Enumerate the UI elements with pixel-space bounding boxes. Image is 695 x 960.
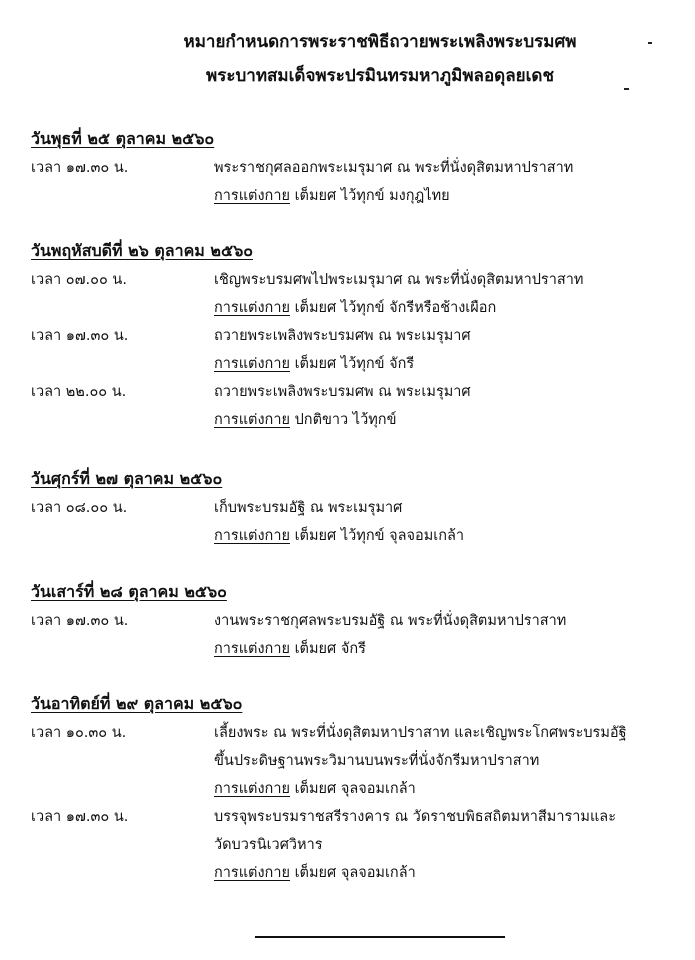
scan-speck — [648, 42, 652, 44]
dress-code-label: การแต่งกาย — [214, 781, 290, 797]
schedule-entry — [31, 719, 681, 803]
entry-description: บรรจุพระบรมราชสรีรางคาร ณ วัดราชบพิธสถิตมหาสีมารามและ — [214, 809, 616, 825]
schedule-entry — [31, 322, 681, 378]
entry-time: เวลา ๑๗.๓๐ น. — [31, 809, 129, 825]
entry-dress-code — [214, 406, 681, 434]
dress-code-label: การแต่งกาย — [214, 356, 290, 372]
dress-code-value: เต็มยศ ไว้ทุกข์ จักรีหรือช้างเผือก — [294, 300, 497, 316]
dress-code-value: เต็มยศ จุลจอมเกล้า — [294, 781, 416, 797]
day-section — [31, 240, 681, 434]
entry-dress-code — [214, 522, 681, 550]
schedule-entry — [31, 154, 681, 210]
document-title-line-2: พระบาทสมเด็จพระปรมินทรมหาภูมิพลอดุลยเดช — [206, 66, 554, 86]
dress-code-value: เต็มยศ จุลจอมเกล้า — [294, 865, 416, 881]
entry-time: เวลา ๑๗.๓๐ น. — [31, 613, 129, 629]
day-section — [31, 581, 681, 663]
entry-description: งานพระราชกุศลพระบรมอัฐิ ณ พระที่นั่งดุสิตมหาปราสาท — [214, 613, 567, 629]
entry-time: เวลา ๒๒.๐๐ น. — [31, 384, 127, 400]
dress-code-label: การแต่งกาย — [214, 188, 290, 204]
day-heading: วันเสาร์ที่ ๒๘ ตุลาคม ๒๕๖๐ — [31, 582, 227, 601]
entry-time: เวลา ๐๗.๐๐ น. — [31, 272, 127, 288]
dress-code-label: การแต่งกาย — [214, 412, 290, 428]
day-heading: วันอาทิตย์ที่ ๒๙ ตุลาคม ๒๕๖๐ — [31, 694, 243, 713]
entry-description: เก็บพระบรมอัฐิ ณ พระเมรุมาศ — [214, 500, 403, 516]
entry-description: วัดบวรนิเวศวิหาร — [214, 837, 323, 853]
day-heading: วันพุธที่ ๒๕ ตุลาคม ๒๕๖๐ — [31, 129, 215, 148]
entry-description: เชิญพระบรมศพไปพระเมรุมาศ ณ พระที่นั่งดุสิตมหาปราสาท — [214, 272, 584, 288]
entry-dress-code — [214, 350, 681, 378]
day-section — [31, 693, 681, 887]
entry-dress-code — [214, 635, 681, 663]
entry-description: ถวายพระเพลิงพระบรมศพ ณ พระเมรุมาศ — [214, 328, 471, 344]
dress-code-value: เต็มยศ ไว้ทุกข์ จักรี — [294, 356, 415, 372]
entry-description: ถวายพระเพลิงพระบรมศพ ณ พระเมรุมาศ — [214, 384, 471, 400]
schedule-entry — [31, 266, 681, 322]
dress-code-value: เต็มยศ จักรี — [294, 641, 366, 657]
day-section — [31, 128, 681, 210]
dress-code-value: ปกติขาว ไว้ทุกข์ — [294, 412, 397, 428]
entry-time: เวลา ๑๗.๓๐ น. — [31, 328, 129, 344]
day-heading: วันศุกร์ที่ ๒๗ ตุลาคม ๒๕๖๐ — [31, 469, 223, 488]
schedule-entry — [31, 607, 681, 663]
entry-dress-code — [214, 859, 681, 887]
scan-speck — [624, 88, 629, 90]
entry-time: เวลา ๑๗.๓๐ น. — [31, 160, 129, 176]
entry-dress-code — [214, 294, 681, 322]
dress-code-label: การแต่งกาย — [214, 528, 290, 544]
entry-time: เวลา ๑๐.๓๐ น. — [31, 725, 127, 741]
entry-time: เวลา ๐๘.๐๐ น. — [31, 500, 128, 516]
dress-code-label: การแต่งกาย — [214, 865, 290, 881]
closing-divider — [255, 936, 505, 938]
day-heading: วันพฤหัสบดีที่ ๒๖ ตุลาคม ๒๕๖๐ — [31, 241, 253, 260]
dress-code-label: การแต่งกาย — [214, 300, 290, 316]
entry-description: พระราชกุศลออกพระเมรุมาศ ณ พระที่นั่งดุสิตมหาปราสาท — [214, 160, 574, 176]
schedule-entry — [31, 494, 681, 550]
dress-code-value: เต็มยศ ไว้ทุกข์ มงกุฎไทย — [294, 188, 450, 204]
entry-description: ขึ้นประดิษฐานพระวิมานบนพระที่นั่งจักรีมหาปราสาท — [214, 753, 540, 769]
schedule-entry — [31, 378, 681, 434]
schedule-entry — [31, 803, 681, 887]
day-section — [31, 468, 681, 550]
entry-description: เลี้ยงพระ ณ พระที่นั่งดุสิตมหาปราสาท และเชิญพระโกศพระบรมอัฐิ — [214, 725, 627, 741]
entry-dress-code — [214, 182, 681, 210]
dress-code-label: การแต่งกาย — [214, 641, 290, 657]
entry-dress-code — [214, 775, 681, 803]
dress-code-value: เต็มยศ ไว้ทุกข์ จุลจอมเกล้า — [294, 528, 465, 544]
document-title-line-1: หมายกำหนดการพระราชพิธีถวายพระเพลิงพระบรมศพ — [183, 32, 577, 52]
